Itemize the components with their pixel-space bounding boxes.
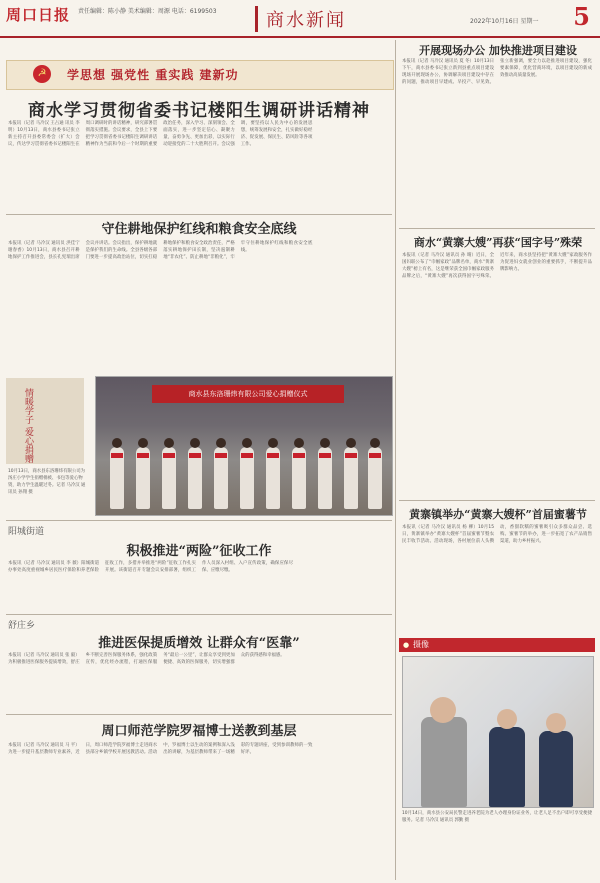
photo-figure <box>240 447 254 509</box>
risk-headline: 积极推进“两险”征收工作 <box>126 544 272 559</box>
column-divider <box>395 40 396 880</box>
photo-figure <box>188 447 202 509</box>
photo-figure-head <box>546 713 566 733</box>
farmland-headline: 守住耕地保护红线和粮食安全底线 <box>101 222 297 237</box>
divider <box>6 520 392 521</box>
divider <box>6 214 392 215</box>
donation-photo <box>95 376 393 516</box>
slogan-banner <box>6 60 394 90</box>
photo-figure <box>539 731 573 807</box>
elderly-photo-caption: 10月14日，商水县公安局民警走进养老院为老人办理身份证业务，让老人足不出户即可享受便捷服务。记者 马冷汉 通讯员 郭勤 摄 <box>402 811 592 823</box>
office-body: 本报讯（记者 马冷汉 通讯员 夏 冬）10月13日下午，商水县委书记张立新到县重点项目建设现场开展现场办公，协调解决项目建设中存在的问题，推动项目早建成、早投产、早见效。张立新强调，要全力以赴推进项目建设，强化要素保障，优化营商环境，以项目建设的新成效推动高质量发展。 <box>402 59 592 85</box>
normal-school-headline: 周口师范学院罗福博士送教到基层 <box>101 724 297 739</box>
medical-headline: 推进医保提质增效 让群众有“医靠” <box>98 636 300 651</box>
photo-figure <box>489 727 525 807</box>
section-title: 商水新闻 <box>255 6 346 32</box>
editor-info: 责任编辑：陈小静 美术编辑：周源 电话：6199503 <box>78 8 217 15</box>
photo-banner: 商水县东洛珊炜有限公司爱心捐赠仪式 <box>152 385 344 403</box>
side-tag <box>6 378 84 464</box>
photo-figure <box>344 447 358 509</box>
matchmaking-body: 本报讯（记者 马冷汉 通讯员 杨 柳）10月15日，黄寨镇举办“黄寨大嫂杯”首届蜜薯节暨农民丰收节活动。活动现场，各村展位前人头攒动，香甜软糯的蜜薯吸引众多群众品尝、选购。蜜薯节的举办，进一步拓宽了农产品销售渠道，助力乡村振兴。 <box>402 525 592 544</box>
photo-section-bar: ● 摄像 <box>399 638 595 652</box>
lead-body: 本报讯（记者 马冷汉 王占通 讯员 李 明）10月13日，商水县委书记张立新主持召开县委常委会（扩大）会议，传达学习贯彻省委书记楼阳生在周口调研时的讲话精神，研究部署贯彻落实措施。会议要求，全县上下要把学习贯彻省委书记楼阳生调研讲话精神作为当前和今后一个时期的重要政治任务，深入学习、深刻领会、全面落实，进一步坚定信心、凝聚力量，奋勇争先、更加出彩，以实际行动迎接党的二十大胜利召开。会议强调，要坚持以人民为中心的发展思想，统筹发展和安全，扎实做好稳经济、促发展、保民生、防风险等各项工作。 <box>8 121 313 147</box>
donation-caption: 10月13日，商水县东洛珊炜有限公司为汤庄小学学生捐赠棉被、书包等爱心物资，助力学生温暖过冬。记者 马冷汉 通讯员 孙翔 摄 <box>8 469 86 495</box>
lead-headline: 商水学习贯彻省委书记楼阳生调研讲话精神 <box>28 101 370 121</box>
location-label: 舒庄乡 <box>8 621 36 631</box>
yellow-aunt-headline: 商水“黄寨大嫂”再获“国字号”殊荣 <box>413 236 583 249</box>
photo-figure <box>421 717 467 807</box>
matchmaking-headline: 黄寨镇举办“黄寨大嫂杯”首届蜜薯节 <box>409 508 587 521</box>
masthead <box>0 0 600 38</box>
photo-figure <box>162 447 176 509</box>
divider <box>399 228 595 229</box>
yellow-aunt-body: 本报讯（记者 马冷汉 通讯员 孙 晴）近日，全国妇联公布了“巾帼家政”品牌名单，商水“黄寨大嫂”榜上有名，这是继荣获全国巾帼家政服务品牌之后，“黄寨大嫂”再次获得国字号殊荣。近年来，商水县坚持把“黄寨大嫂”家政服务作为促进妇女就业创业的重要抓手，不断提升品牌影响力。 <box>402 253 592 279</box>
newspaper-logo: 周口日报 <box>6 6 71 24</box>
slogan-text: 学思想 强党性 重实践 建新功 <box>67 68 239 82</box>
photo-figure <box>292 447 306 509</box>
risk-body: 本报讯（记者 马冷汉 通讯员 李 薇）阳城街道办事处高度重视城乡居民医疗保险和养老保险征收工作，多措并举推进“两险”征收工作扎实开展。该街道召开专题会议安排部署，组织工作人员深入村组、入户宣传政策，确保应保尽保、应缴尽缴。 <box>8 561 293 573</box>
side-tag-text: 情暖学子 爱心捐赠 <box>23 388 33 463</box>
normal-school-body: 本报讯（记者 马冷汉 通讯员 马 平）为进一步提升基层教师专业素养，近日，周口师范学院罗福博士走进商水县部分乡镇学校开展送教活动。活动中，罗福博士以生动的案例和深入浅出的讲解，为基层教师带来了一场精彩的专题讲座，受到参训教师的一致好评。 <box>8 743 313 755</box>
divider <box>399 500 595 501</box>
photo-figure <box>318 447 332 509</box>
photo-figure <box>214 447 228 509</box>
office-headline: 开展现场办公 加快推进项目建设 <box>419 44 577 57</box>
issue-date: 2022年10月16日 星期一 <box>470 18 539 25</box>
photo-figure <box>110 447 124 509</box>
elderly-service-photo <box>402 656 594 808</box>
photo-figure <box>368 447 382 509</box>
party-emblem-icon: ☭ <box>33 65 51 83</box>
page-number: 5 <box>573 2 590 31</box>
medical-body: 本报讯（记者 马冷汉 通讯员 张 毅）为积极推进医保服务提质增效，舒庄乡不断完善医保服务体系，强化政策宣传，优化经办流程，打通医保服务“最后一公里”，让群众享受到更加便捷、高效的医保服务，切实增强群众的获得感和幸福感。 <box>8 653 285 665</box>
photo-figure-head <box>497 709 517 729</box>
photo-figure <box>266 447 280 509</box>
photo-figure-head <box>430 697 456 723</box>
farmland-body: 本报讯（记者 马冷汉 通讯员 洪佳宁 谢春香）10月13日，商水县召开耕地保护工作推进会，县长孔宪瑞出席会议并讲话。会议指出，保护耕地就是保护我们的生命线。全县各级各部门要进一步提高政治站位，切实扛稳耕地保护和粮食安全政治责任，严格落实耕地保护田长制，坚决遏制耕地“非农化”、防止耕地“非粮化”，牢牢守住耕地保护红线和粮食安全底线。 <box>8 241 313 260</box>
location-label: 阳城街道 <box>8 527 45 537</box>
divider <box>6 714 392 715</box>
photo-figure <box>136 447 150 509</box>
divider <box>6 614 392 615</box>
